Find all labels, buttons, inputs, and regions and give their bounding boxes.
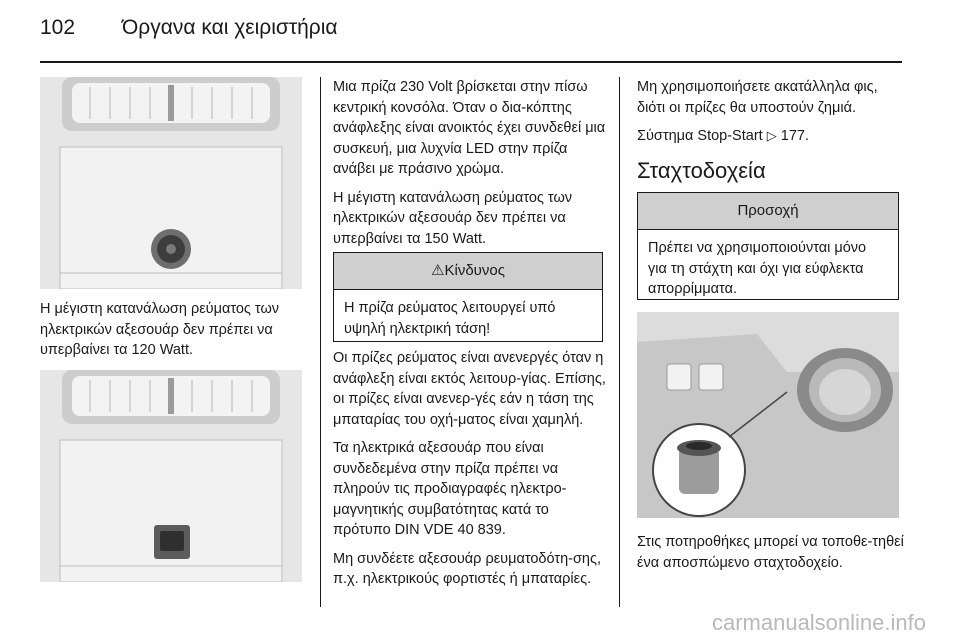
caution-box (637, 192, 899, 300)
rear-console-230v-socket-illustration (40, 370, 302, 582)
page-reference-arrow-icon: ▷ (766, 128, 777, 143)
col2-paragraph-2: Η μέγιστη κατανάλωση ρεύματος των ηλεκτρικών αξεσουάρ δεν πρέπει να υπερβαίνει τα 150 Watt. (333, 189, 573, 247)
col3-text-top (637, 77, 903, 155)
stop-start-page-ref: 177. (780, 128, 809, 144)
page-header-title: Όργανα και χειριστήρια (122, 16, 338, 39)
rear-console-socket-drawing (40, 77, 302, 289)
rear-console-socket-illustration (40, 77, 302, 289)
column-divider-1 (320, 77, 321, 607)
rear-console-230v-drawing (40, 370, 302, 582)
col2-paragraph-3: Οι πρίζες ρεύματος είναι ανενεργές όταν η ανάφλεξη είναι εκτός λειτουρ‐γίας. Επίσης, οι πρίζες είναι ανενερ‐γές εάν η τάση της μπαταρίας του οχή‐ματος είναι χαμηλή. (333, 350, 606, 428)
header-rule (40, 61, 902, 63)
danger-box (333, 252, 603, 342)
warning-triangle-icon: ⚠ (431, 262, 445, 279)
column-divider-2 (619, 77, 620, 607)
danger-box-header (334, 253, 602, 290)
stop-start-text: Σύστημα Stop-Start (637, 128, 763, 144)
removable-ashtray-illustration (637, 312, 899, 518)
page-number: 102 (40, 16, 76, 39)
col3-caption: Στις ποτηροθήκες μπορεί να τοποθε‐τηθεί ένα αποσπώμενο σταχτοδοχείο. (637, 534, 904, 571)
col2-paragraph-5: Μη συνδέετε αξεσουάρ ρευματοδότη‐σης, π.χ. ηλεκτρικούς φορτιστές ή μπαταρίες. (333, 550, 602, 587)
ashtray-drawing (637, 312, 899, 518)
col2-paragraph-1: Μια πρίζα 230 Volt βρίσκεται στην πίσω κεντρική κονσόλα. Όταν ο δια‐κόπτης ανάφλεξης είναι ανοικτός έχει συνδεθεί μια συσκευή, μια λυχνία LED στην πρίζα ανάβει με πράσινο χρώμα. (333, 79, 606, 177)
caution-title: Προσοχή (638, 193, 898, 230)
col1-caption: Η μέγιστη κατανάλωση ρεύματος των ηλεκτρικών αξεσουάρ δεν πρέπει να υπερβαίνει τα 120 Watt. (40, 301, 280, 358)
danger-text: Η πρίζα ρεύματος λειτουργεί υπό υψηλή ηλεκτρική τάση! (344, 300, 556, 337)
col2-text-bottom (333, 348, 608, 598)
watermark: carmanualsonline.info (711, 610, 926, 635)
col2-paragraph-4: Τα ηλεκτρικά αξεσουάρ που είναι συνδεδεμένα στην πρίζα πρέπει να πληρούν τις προδιαγραφές ηλεκτρο‐μαγνητικής συμβατότητας κατά το πρότυπο DIN VDE 40 839. (333, 440, 567, 538)
danger-title: Κίνδυνος (444, 262, 505, 279)
col3-paragraph-1: Μη χρησιμοποιήσετε ακατάλληλα φις, διότι οι πρίζες θα υποστούν ζημιά. (637, 79, 878, 116)
col2-text-top (333, 77, 608, 257)
ashtrays-section-title: Σταχτοδοχεία (637, 158, 766, 183)
col3-paragraph-2 (637, 126, 903, 147)
caution-text: Πρέπει να χρησιμοποιούνται μόνο για τη στάχτη και όχι για εύφλεκτα απορρίμματα. (648, 240, 867, 297)
